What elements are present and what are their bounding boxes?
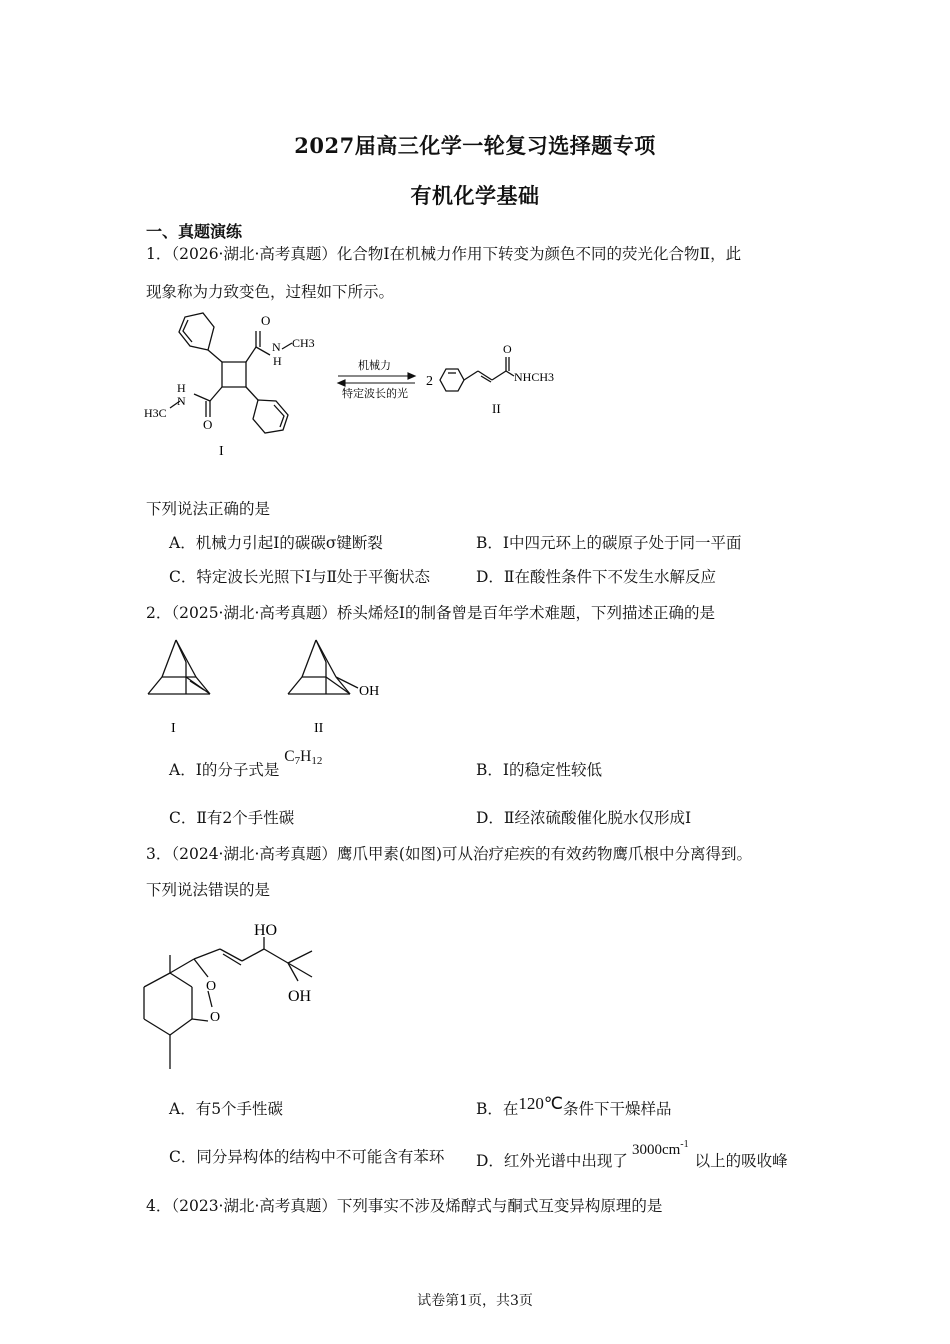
q1-n-low: N xyxy=(177,394,186,408)
q1-label-II: II xyxy=(492,401,501,416)
q2-oh: OH xyxy=(359,684,380,699)
q3-stem-line2: 下列说法错误的是 xyxy=(146,881,271,899)
q2-formula xyxy=(284,748,322,765)
q1-h-low: H xyxy=(177,381,186,395)
q2-option-a xyxy=(169,748,323,785)
document-subtitle: 有机化学基础 xyxy=(410,183,540,208)
q3-option-b xyxy=(476,1094,672,1119)
section-heading: 一、真题演练 xyxy=(146,222,243,241)
q1-prompt: 下列说法正确的是 xyxy=(146,500,271,518)
q3-option-d-pre: D．红外光谱中出现了 xyxy=(476,1152,628,1170)
q2-label-I: I xyxy=(171,721,176,736)
q1-option-c: C．特定波长光照下Ⅰ与Ⅱ处于平衡状态 xyxy=(169,568,431,586)
q1-h3c-low: H3C xyxy=(144,406,167,420)
q2-formula-7: 7 xyxy=(294,755,301,767)
q1-o-top: O xyxy=(261,313,271,328)
q1-option-a: A．机械力引起Ⅰ的碳碳σ键断裂 xyxy=(169,534,383,552)
q2-formula-c: C xyxy=(284,748,295,765)
q1-ch3-top: CH3 xyxy=(292,336,315,350)
q3-oh: OH xyxy=(288,988,312,1005)
q1-o-product: O xyxy=(503,342,512,356)
q2-option-a-text: A．Ⅰ的分子式是 xyxy=(169,761,280,779)
q3-option-a: A．有5个手性碳 xyxy=(169,1100,284,1118)
q3-ho: HO xyxy=(254,922,278,939)
q2-stem: 2．（2025·湖北·高考真题）桥头烯烃Ⅰ的制备曾是百年学术难题，下列描述正确的是 xyxy=(146,604,716,622)
q3-wavenumber-exp: -1 xyxy=(680,1139,689,1150)
q1-option-d: D．Ⅱ在酸性条件下不发生水解反应 xyxy=(476,568,716,586)
q1-coefficient: 2 xyxy=(426,374,433,389)
q1-o-low: O xyxy=(203,417,213,432)
q1-h-top: H xyxy=(273,354,282,368)
q3-stem-line1: 3．（2024·湖北·高考真题）鹰爪甲素(如图)可从治疗疟疾的有效药物鹰爪根中分离得到。 xyxy=(146,845,753,863)
q3-o-1: O xyxy=(206,979,217,994)
q3-option-d-post: 以上的吸收峰 xyxy=(694,1152,788,1170)
q3-option-c: C．同分异构体的结构中不可能含有苯环 xyxy=(169,1148,445,1166)
q1-reaction-scheme xyxy=(140,305,580,470)
q3-wavenumber-value: 3000cm xyxy=(631,1142,681,1158)
q1-nhch3: NHCH3 xyxy=(514,370,555,384)
q2-option-d: D．Ⅱ经浓硫酸催化脱水仅形成Ⅰ xyxy=(476,809,692,827)
q2-option-c: C．Ⅱ有2个手性碳 xyxy=(169,809,295,827)
q2-label-II: II xyxy=(314,721,324,736)
page-footer: 试卷第1页，共3页 xyxy=(417,1293,533,1309)
q1-stem-line2: 现象称为力致变色，过程如下所示。 xyxy=(146,283,395,301)
q3-temperature: 120℃ xyxy=(518,1094,563,1113)
q1-label-I: I xyxy=(219,444,224,459)
q2-structures xyxy=(140,632,400,742)
q1-option-b: B．Ⅰ中四元环上的碳原子处于同一平面 xyxy=(476,534,742,552)
q1-stem-line1: 1．（2026·湖北·高考真题）化合物Ⅰ在机械力作用下转变为颜色不同的荧光化合物Ⅱ，此 xyxy=(146,245,742,263)
q3-option-b-pre: B．在 xyxy=(476,1100,519,1118)
q3-o-2: O xyxy=(210,1010,221,1025)
q3-option-b-post: 条件下干燥样品 xyxy=(562,1100,672,1118)
q2-option-b: B．Ⅰ的稳定性较低 xyxy=(476,761,603,779)
q1-n-top: N xyxy=(272,340,281,354)
q2-formula-h: H xyxy=(300,748,312,765)
q3-option-d xyxy=(476,1139,788,1172)
q4-stem: 4．（2023·湖北·高考真题）下列事实不涉及烯醇式与酮式互变异构原理的是 xyxy=(146,1197,663,1215)
q1-arrow-top: 机械力 xyxy=(358,360,391,372)
q1-arrow-bottom: 特定波长的光 xyxy=(342,388,408,400)
q3-wavenumber xyxy=(631,1139,689,1158)
q3-structure xyxy=(130,915,340,1080)
document-title: 2027届高三化学一轮复习选择题专项 xyxy=(294,133,656,158)
q2-formula-12: 12 xyxy=(311,755,323,767)
